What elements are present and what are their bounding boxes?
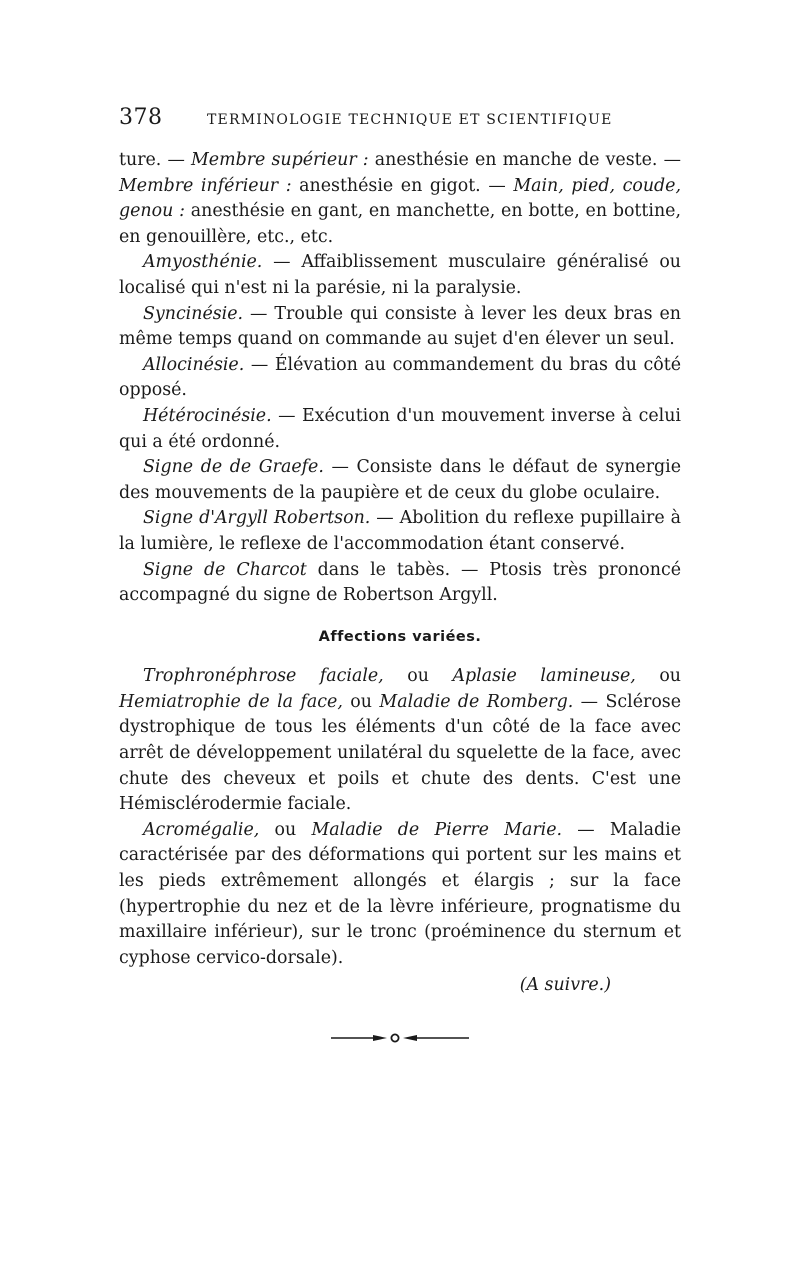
text-run: anesthésie en gigot. — [291,175,514,196]
entry-term: Maladie de Romberg. [379,691,574,712]
entry-trophronephrose [119,664,681,818]
page-header [119,105,679,145]
entry-definition: — Affaiblissement musculaire généralisé ou localisé qui n'est ni la parésie, ni la paralysie. [119,252,681,298]
entry-term: Amyosthénie. [143,252,263,273]
paragraph-membres [119,148,681,250]
entry-term: Acromégalie, [143,819,260,840]
text-run: ou [383,666,453,687]
entry-term: Hemiatrophie de la face, [119,691,343,712]
entry-signe-graefe [119,455,681,506]
text-run: anesthésie en gant, en manchette, en botte, en bottine, en genouillère, etc., etc. [119,201,681,247]
entry-signe-argyll [119,506,681,557]
text-run: ou [635,666,682,687]
entry-amyosthenie [119,250,681,301]
section-heading: Affections variées. [318,628,482,645]
fleuron-ornament-icon [329,1031,471,1045]
entry-term: Trophronéphrose faciale, [143,666,384,687]
entry-term: Signe d'Argyll Robertson. [143,508,371,529]
text-run: anesthésie en manche de veste. — [368,150,681,170]
entry-definition: — Maladie caractérisée par des déformations qui portent sur les mains et les pieds extrêmement allongés et élargis ; sur la face (hypertrophie du nez et de la lèvre inférieure, prognatisme du maxillaire inférieur), sur le tronc (proéminence du sternum et cyphose cervico-dorsale). [119,819,681,968]
text-run: ou [259,819,312,840]
page-number: 378 [119,105,163,130]
entry-definition: — Trouble qui consiste à lever les deux bras en même temps quand on commande au sujet d'en élever un seul. [119,303,681,350]
entry-definition: — Élévation au commandement du bras du côté opposé. [119,354,681,401]
entry-allocinesie [119,353,681,404]
term-membre-superieur: Membre supérieur : [190,150,369,170]
text-run: ou [342,691,380,712]
entry-term: Signe de de Graefe. [143,457,324,478]
entry-term: Syncinésie. [143,303,244,324]
entry-heterocinesie [119,404,681,455]
entry-definition: — Sclérose dystrophique de tous les éléments d'un côté de la face avec arrêt de développement unilatéral du squelette de la face, avec chute des cheveux et poils et chute des dents. C'est une Hémisclérodermie faciale. [119,691,682,815]
entry-term: Hétérocinésie. [143,405,272,426]
entry-term: Maladie de Pierre Marie. [311,819,563,840]
entry-definition: dans le tabès. — Ptosis très prononcé accompagné du signe de Robertson Argyll. [119,559,681,606]
entry-term: Allocinésie. [143,354,245,375]
entry-definition: — Consiste dans le défaut de synergie des mouvements de la paupière et de ceux du globe oculaire. [119,457,681,503]
entry-term: Aplasie lamineuse, [452,666,636,687]
to-be-continued: (A suivre.) [519,975,611,996]
text-run: ture. — [119,150,191,170]
term-membre-inferieur: Membre inférieur : [119,175,292,196]
entry-signe-charcot [119,558,681,609]
running-title: TERMINOLOGIE TECHNIQUE ET SCIENTIFIQUE [207,112,613,128]
entry-syncinesie [119,302,681,353]
entry-term: Signe de Charcot [143,559,307,580]
page-body [119,148,681,999]
term-main-pied: Main, pied, coude, genou : [119,175,681,222]
entry-acromegalie [119,818,681,972]
entry-definition: — Abolition du reflexe pupillaire à la lumière, le reflexe de l'accommodation étant conservé. [119,508,681,554]
entry-definition: — Exécution d'un mouvement inverse à celui qui a été ordonné. [119,405,681,452]
